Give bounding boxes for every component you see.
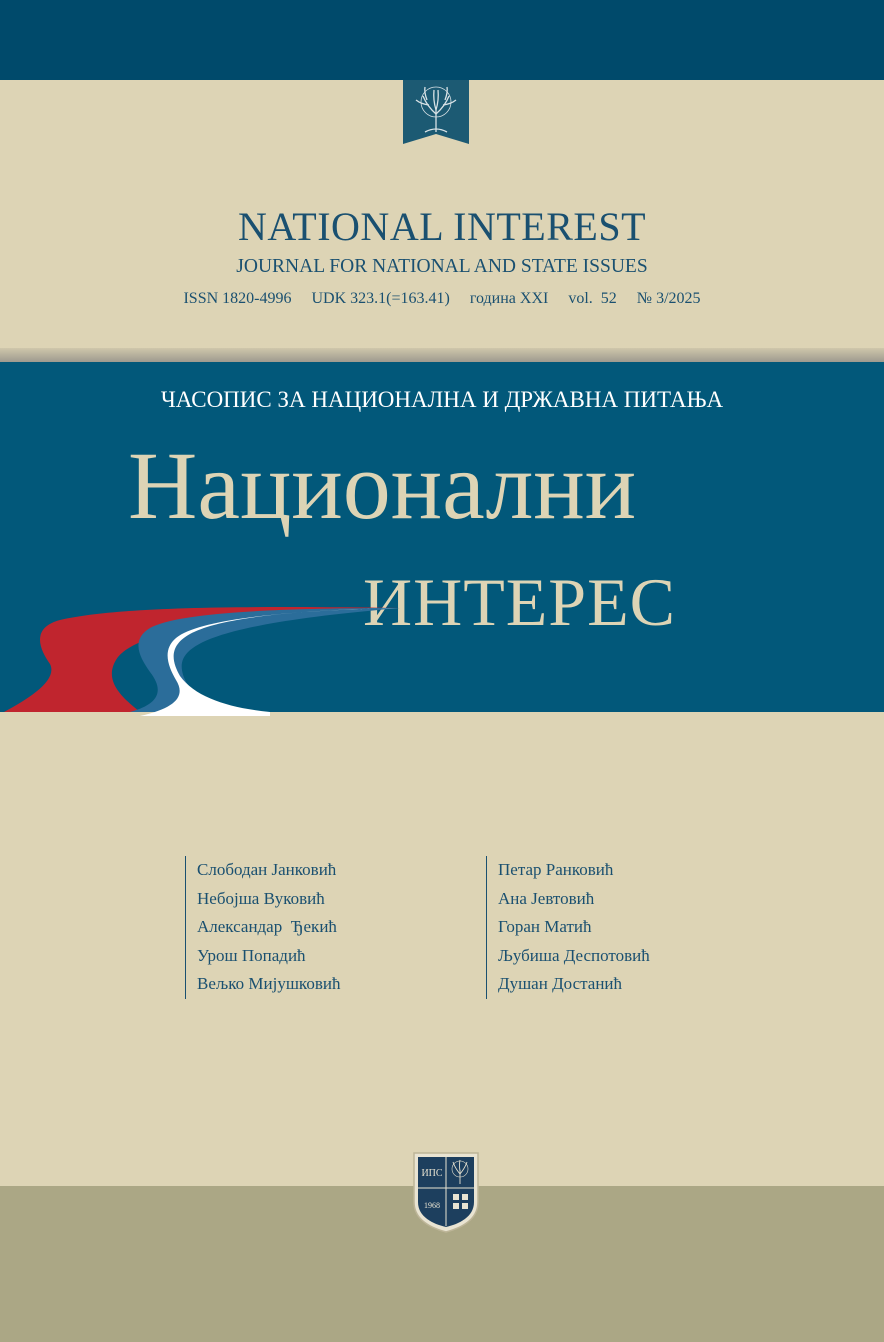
issue-number: № 3/2025 [636, 290, 701, 307]
flag-waves-icon [0, 600, 400, 718]
crest-abbr: ИПС [421, 1168, 443, 1179]
crest-year: 1968 [424, 1201, 440, 1210]
publication-meta [0, 290, 884, 308]
journal-subtitle-sr: ЧАСОПИС ЗА НАЦИОНАЛНА И ДРЖАВНА ПИТАЊА [160, 387, 724, 412]
author-name: Горан Матић [498, 917, 592, 936]
journal-title-sr-line2: ИНТЕРЕС [363, 564, 676, 640]
author-name: Љубиша Деспотовић [498, 945, 650, 965]
authors-left [185, 856, 340, 999]
institute-crest-icon [411, 1150, 481, 1234]
journal-title-sr-line1: Национални [128, 432, 637, 539]
year: година XXI [469, 290, 549, 307]
divider-shadow [0, 348, 884, 362]
tree-icon [403, 80, 469, 144]
journal-subtitle-en: JOURNAL FOR NATIONAL AND STATE ISSUES [236, 256, 648, 277]
volume: vol. 52 [568, 290, 617, 307]
author-name: Ана Јевтовић [498, 888, 595, 908]
author-name: Петар Ранковић [498, 860, 614, 879]
author-name: Душан Достанић [498, 974, 623, 993]
author-name: Небојша Вуковић [197, 888, 325, 908]
author-name: Александар Ђекић [197, 917, 337, 936]
author-name: Слободан Јанковић [197, 860, 337, 879]
author-name: Урош Попадић [197, 945, 306, 965]
journal-title-en: NATIONAL INTEREST [237, 204, 647, 249]
authors-right [486, 856, 650, 999]
udk: UDK 323.1(=163.41) [311, 290, 450, 307]
top-bar [0, 0, 884, 80]
issn: ISSN 1820-4996 [183, 290, 292, 307]
author-name: Вељко Мијушковић [197, 974, 341, 993]
